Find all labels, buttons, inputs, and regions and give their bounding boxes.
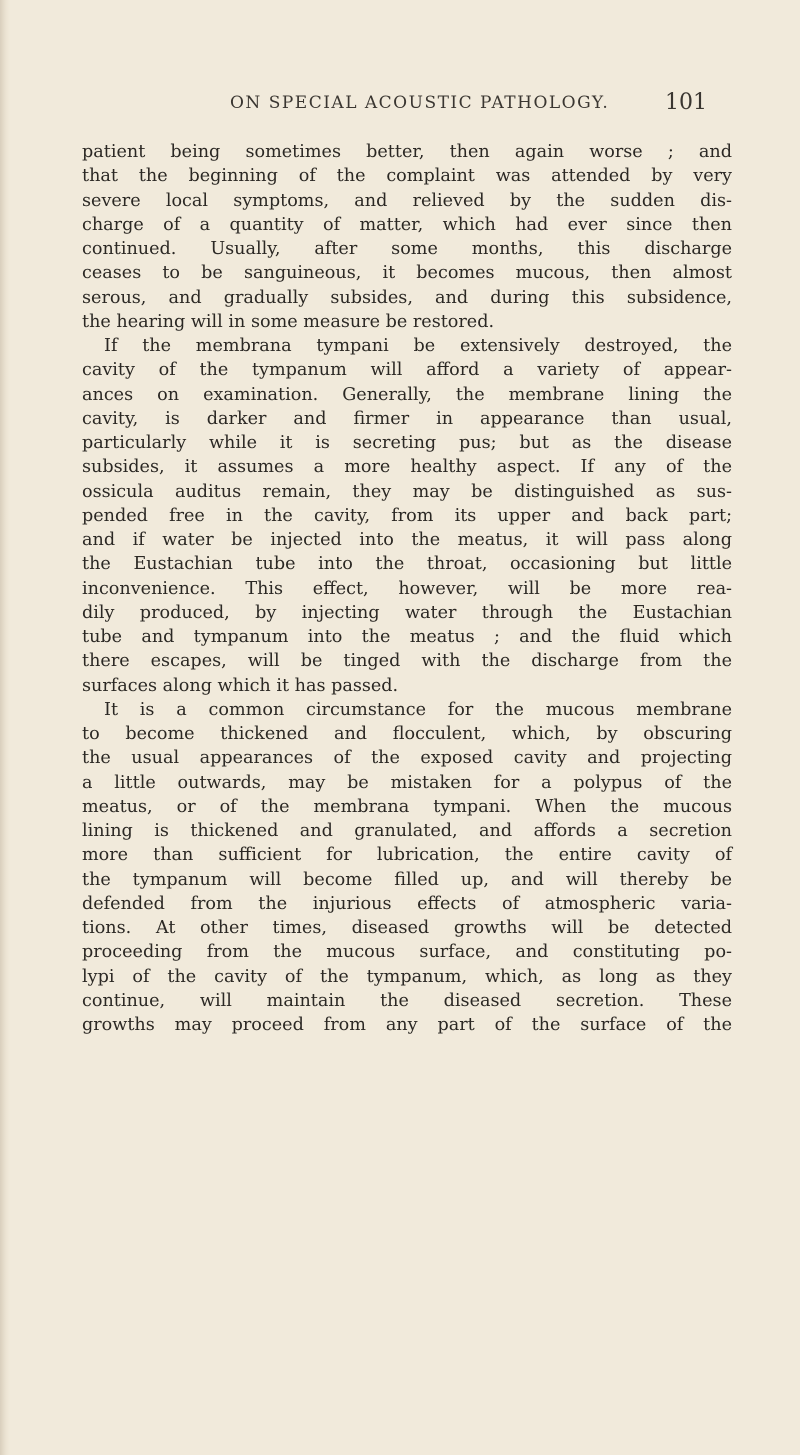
running-header	[0, 90, 800, 123]
paragraph-start: If the membrana tympani be extensively destroyed, the	[104, 336, 732, 356]
running-title: ON SPECIAL ACOUSTIC PATHOLOGY.	[230, 93, 610, 113]
text-line: dily produced, by injecting water through the Eustachian	[82, 602, 732, 623]
text-line: ossicula auditus remain, they may be distinguished as sus-	[82, 481, 732, 502]
text-line: ances on examination. Generally, the membrane lining the	[82, 384, 732, 405]
text-line: ceases to be sanguineous, it becomes mucous, then almost	[82, 263, 732, 284]
text-line: more than sufficient for lubrication, the entire cavity of	[82, 845, 732, 866]
text-line: the usual appearances of the exposed cavity and projecting	[82, 748, 732, 769]
text-line: continue, will maintain the diseased secretion. These	[82, 990, 732, 1011]
text-line: there escapes, will be tinged with the discharge from the	[82, 651, 732, 672]
text-line: lypi of the cavity of the tympanum, which, as long as they	[82, 966, 732, 987]
page-edge-shadow	[0, 0, 10, 1455]
text-line: serous, and gradually subsides, and during this subsidence,	[82, 287, 732, 308]
text-line: lining is thickened and granulated, and affords a secretion	[82, 821, 732, 841]
text-line: patient being sometimes better, then again worse ; and	[82, 142, 732, 162]
text-line: and if water be injected into the meatus, it will pass along	[82, 530, 732, 550]
text-line: charge of a quantity of matter, which had ever since then	[82, 214, 732, 235]
text-line: particularly while it is secreting pus; but as the disease	[82, 433, 732, 453]
text-line: the hearing will in some measure be restored.	[82, 311, 495, 332]
text-line: the tympanum will become filled up, and will thereby be	[82, 869, 732, 890]
text-line: the Eustachian tube into the throat, occasioning but little	[82, 554, 732, 575]
text-line: severe local symptoms, and relieved by the sudden dis-	[82, 190, 732, 211]
text-line: subsides, it assumes a more healthy aspect. If any of the	[82, 457, 732, 478]
body-text	[82, 140, 732, 1037]
text-line: that the beginning of the complaint was attended by very	[82, 166, 732, 187]
text-line: tube and tympanum into the meatus ; and the fluid which	[82, 627, 732, 647]
text-line: growths may proceed from any part of the surface of the	[82, 1015, 732, 1035]
text-line: cavity of the tympanum will afford a variety of appear-	[82, 360, 732, 381]
page-number: 101	[665, 90, 707, 115]
text-line: inconvenience. This effect, however, will be more rea-	[82, 578, 732, 599]
text-line: surfaces along which it has passed.	[82, 675, 399, 696]
text-line: meatus, or of the membrana tympani. When the mucous	[82, 796, 732, 817]
text-line: cavity, is darker and firmer in appearance than usual,	[82, 408, 732, 429]
text-line: continued. Usually, after some months, this discharge	[82, 239, 732, 259]
text-line: defended from the injurious effects of atmospheric varia-	[82, 893, 732, 914]
text-line: tions. At other times, diseased growths will be detected	[82, 918, 732, 938]
text-line: proceeding from the mucous surface, and constituting po-	[82, 942, 732, 963]
text-line: a little outwards, may be mistaken for a polypus of the	[82, 772, 732, 793]
text-line: to become thickened and flocculent, which, by obscuring	[82, 724, 732, 744]
text-line: pended free in the cavity, from its upper and back part;	[82, 505, 732, 526]
paragraph-start: It is a common circumstance for the mucous membrane	[104, 699, 732, 720]
